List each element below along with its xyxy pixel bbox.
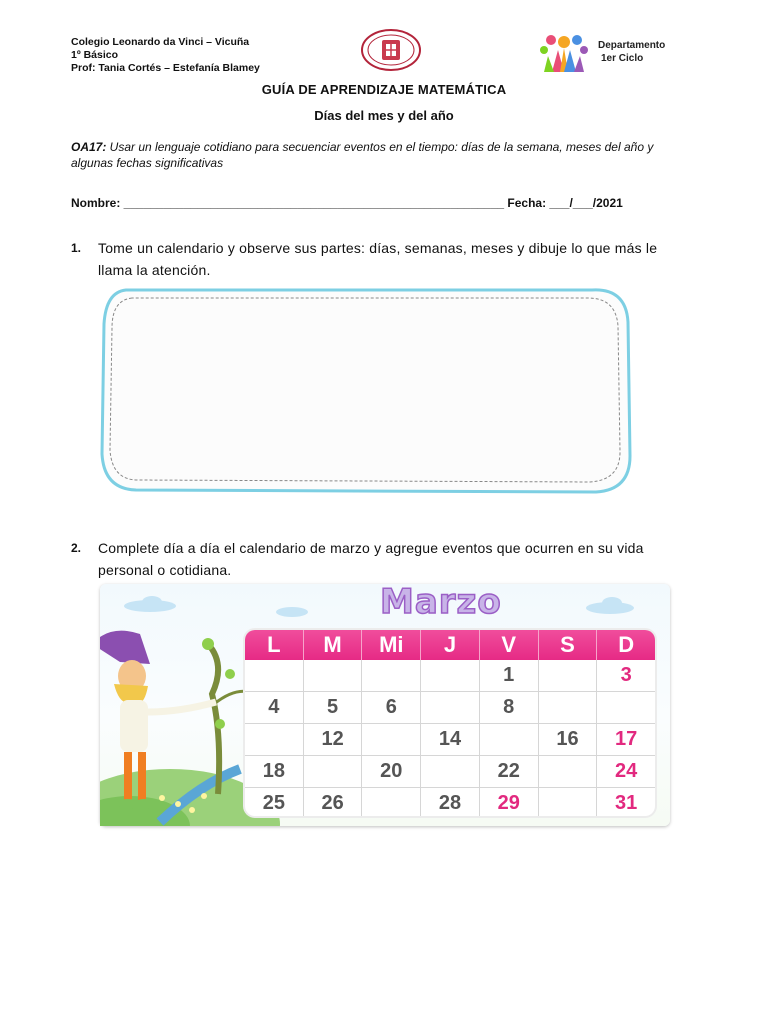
calendar-day-cell[interactable] — [362, 660, 421, 691]
calendar-day-cell[interactable]: 14 — [421, 724, 480, 755]
weekday-label: S — [539, 630, 598, 660]
calendar-day-cell[interactable]: 8 — [480, 692, 539, 723]
calendar-day-cell[interactable] — [539, 788, 598, 816]
calendar-week-row — [245, 660, 655, 691]
calendar-day-cell[interactable]: 20 — [362, 756, 421, 787]
teachers: Prof: Tania Cortés – Estefanía Blamey — [71, 62, 260, 74]
question-text: Tome un calendario y observe sus partes: días, semanas, meses y dibuje lo que más le llama la atención. — [98, 240, 658, 278]
calendar-day-cell[interactable]: 3 — [620, 664, 632, 686]
calendar-day-cell[interactable] — [539, 660, 598, 691]
calendar-day-cell[interactable] — [597, 692, 655, 723]
grade-level: 1º Básico — [71, 49, 119, 61]
school-crest-icon — [360, 28, 422, 72]
calendar-grid — [245, 630, 655, 816]
department-logo-icon — [538, 28, 590, 74]
calendar-day-cell[interactable] — [362, 724, 421, 755]
department-label: Departamento 1er Ciclo — [598, 40, 666, 64]
calendar-day-cell[interactable] — [245, 660, 304, 691]
weekday-label: L — [245, 630, 304, 660]
weekday-label: M — [304, 630, 363, 660]
calendar-day-cell[interactable]: 18 — [245, 756, 304, 787]
calendar-day-cell[interactable] — [304, 756, 363, 787]
calendar-day-cell[interactable] — [245, 724, 304, 755]
name-date-line[interactable]: Nombre: _________________________________________________________ Fecha: ___/___/2021 — [71, 196, 623, 210]
calendar-day-cell[interactable] — [539, 756, 598, 787]
page-title: GUÍA DE APRENDIZAJE MATEMÁTICA — [261, 82, 507, 97]
school-info — [71, 36, 260, 75]
calendar-day-cell[interactable]: 1 — [480, 660, 539, 691]
weekday-header — [245, 630, 655, 660]
calendar-day-cell[interactable] — [421, 692, 480, 723]
calendar-day-cell[interactable] — [421, 756, 480, 787]
calendar-day-cell[interactable]: 24 — [615, 760, 638, 782]
calendar-day-cell[interactable] — [421, 660, 480, 691]
objective-text: Usar un lenguaje cotidiano para secuenciar eventos en el tiempo: días de la semana, meses del año y algunas fechas significativas — [71, 140, 654, 170]
calendar-day-cell[interactable] — [362, 788, 421, 816]
calendar-weeks — [245, 660, 655, 816]
calendar-day-cell[interactable]: 22 — [480, 756, 539, 787]
calendar-day-cell[interactable]: 29 — [480, 788, 539, 816]
question-1 — [71, 237, 671, 281]
school-name: Colegio Leonardo da Vinci – Vicuña — [71, 36, 250, 48]
calendar-day-cell[interactable] — [539, 692, 598, 723]
question-2 — [71, 537, 671, 581]
calendar-day-cell[interactable]: 28 — [421, 788, 480, 816]
march-calendar — [100, 584, 670, 826]
calendar-day-cell[interactable]: 25 — [245, 788, 304, 816]
calendar-day-cell[interactable] — [304, 660, 363, 691]
calendar-day-cell[interactable]: 12 — [304, 724, 363, 755]
calendar-day-cell[interactable]: 5 — [304, 692, 363, 723]
question-number: 2. — [71, 541, 82, 555]
weekday-label: D — [618, 632, 635, 657]
calendar-day-cell[interactable]: 6 — [362, 692, 421, 723]
calendar-day-cell[interactable]: 17 — [615, 728, 638, 750]
calendar-week-row — [245, 755, 655, 787]
calendar-week-row — [245, 787, 655, 816]
calendar-day-cell[interactable] — [480, 724, 539, 755]
learning-objective — [71, 139, 671, 171]
question-text: Complete día a día el calendario de marzo y agregue eventos que ocurren en su vida personal o cotidiana. — [98, 540, 644, 578]
calendar-day-cell[interactable]: 31 — [615, 792, 638, 814]
calendar-day-cell[interactable]: 4 — [245, 692, 304, 723]
page-subtitle: Días del mes y del año — [314, 108, 454, 123]
weekday-label: Mi — [362, 630, 421, 660]
weekday-label: J — [421, 630, 480, 660]
month-title: Marzo — [380, 582, 502, 622]
objective-code: OA17: — [71, 140, 107, 154]
question-number: 1. — [71, 241, 82, 255]
calendar-day-cell[interactable]: 16 — [539, 724, 598, 755]
calendar-day-cell[interactable]: 26 — [304, 788, 363, 816]
calendar-week-row — [245, 691, 655, 723]
calendar-week-row — [245, 723, 655, 755]
drawing-area[interactable] — [96, 284, 636, 496]
weekday-label: V — [480, 630, 539, 660]
